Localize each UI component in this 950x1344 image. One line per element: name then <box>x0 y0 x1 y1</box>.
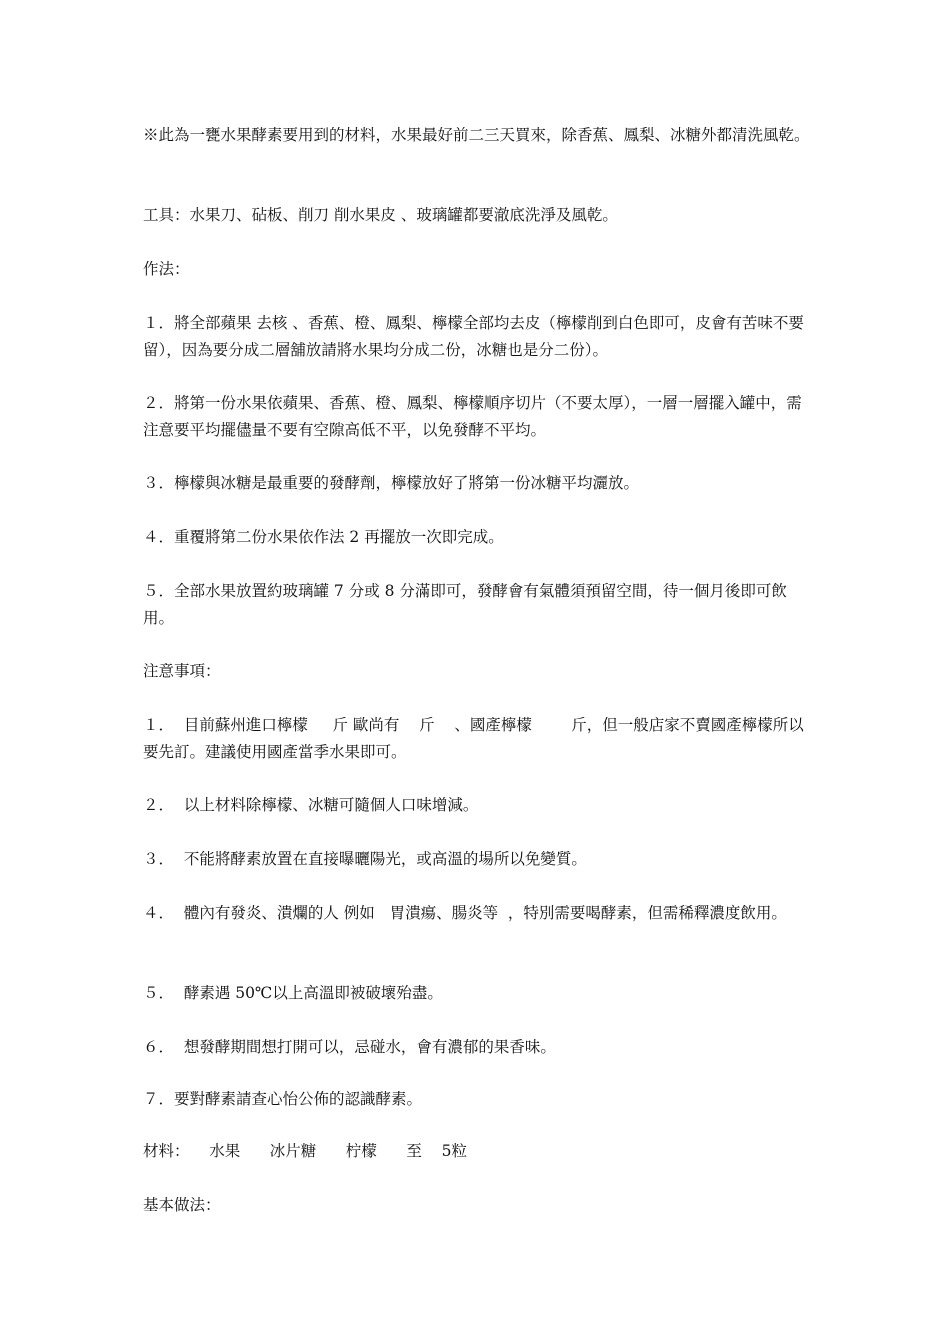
note-1: １． 目前蘇州進口檸檬 斤 歐尚有 斤 、國產檸檬 斤，但一般店家不賣國產檸檬所以要先訂。建議使用國產當季水果即可。 <box>143 716 804 761</box>
step-3: ３．檸檬與冰糖是最重要的發酵劑，檸檬放好了將第一份冰糖平均灑放。 <box>143 474 640 492</box>
step-1: １．將全部蘋果 去核 、香蕉、橙、鳳梨、檸檬全部均去皮（檸檬削到白色即可，皮會有苦味不要留），因為要分成二層舖放請將水果均分成二份，冰糖也是分二份）。 <box>143 314 804 359</box>
basic-method-heading: 基本做法： <box>143 1196 221 1214</box>
note-6: ６． 想發酵期間想打開可以，忌碰水，會有濃郁的果香味。 <box>143 1038 556 1056</box>
tools-paragraph: 工具：水果刀、砧板、削刀 削水果皮 、玻璃罐都要澈底洗淨及風乾。 <box>143 206 618 224</box>
note-4: ４． 體內有發炎、潰爛的人 例如 胃潰瘍、腸炎等 ，特別需要喝酵素，但需稀釋濃度飲用。 <box>143 904 787 922</box>
method-heading: 作法： <box>143 260 190 278</box>
note-7: ７．要對酵素請查心怡公佈的認識酵素。 <box>143 1090 423 1108</box>
notes-heading: 注意事項： <box>143 662 221 680</box>
step-2: ２．將第一份水果依蘋果、香蕉、橙、鳳梨、檸檬順序切片（不要太厚），一層一層擺入罐中，需注意要平均擺儘量不要有空隙高低不平，以免發酵不平均。 <box>143 394 802 439</box>
note-3: ３． 不能將酵素放置在直接曝曬陽光，或高溫的場所以免變質。 <box>143 850 587 868</box>
step-4: ４．重覆將第二份水果依作法 2 再擺放一次即完成。 <box>143 528 504 546</box>
intro-paragraph: ※此為一甕水果酵素要用到的材料，水果最好前二三天買來，除香蕉、鳳梨、冰糖外都清洗風乾。 <box>143 126 810 144</box>
note-5: ５． 酵素遇 50℃以上高溫即被破壞殆盡。 <box>143 984 443 1002</box>
materials-line: 材料： 水果 冰片糖 柠檬 至 5粒 <box>143 1142 467 1160</box>
note-2: ２． 以上材料除檸檬、冰糖可隨個人口味增減。 <box>143 796 479 814</box>
step-5: ５．全部水果放置約玻璃罐 7 分或 8 分滿即可，發酵會有氣體須預留空間，待一個月後即可飲用。 <box>143 582 787 627</box>
